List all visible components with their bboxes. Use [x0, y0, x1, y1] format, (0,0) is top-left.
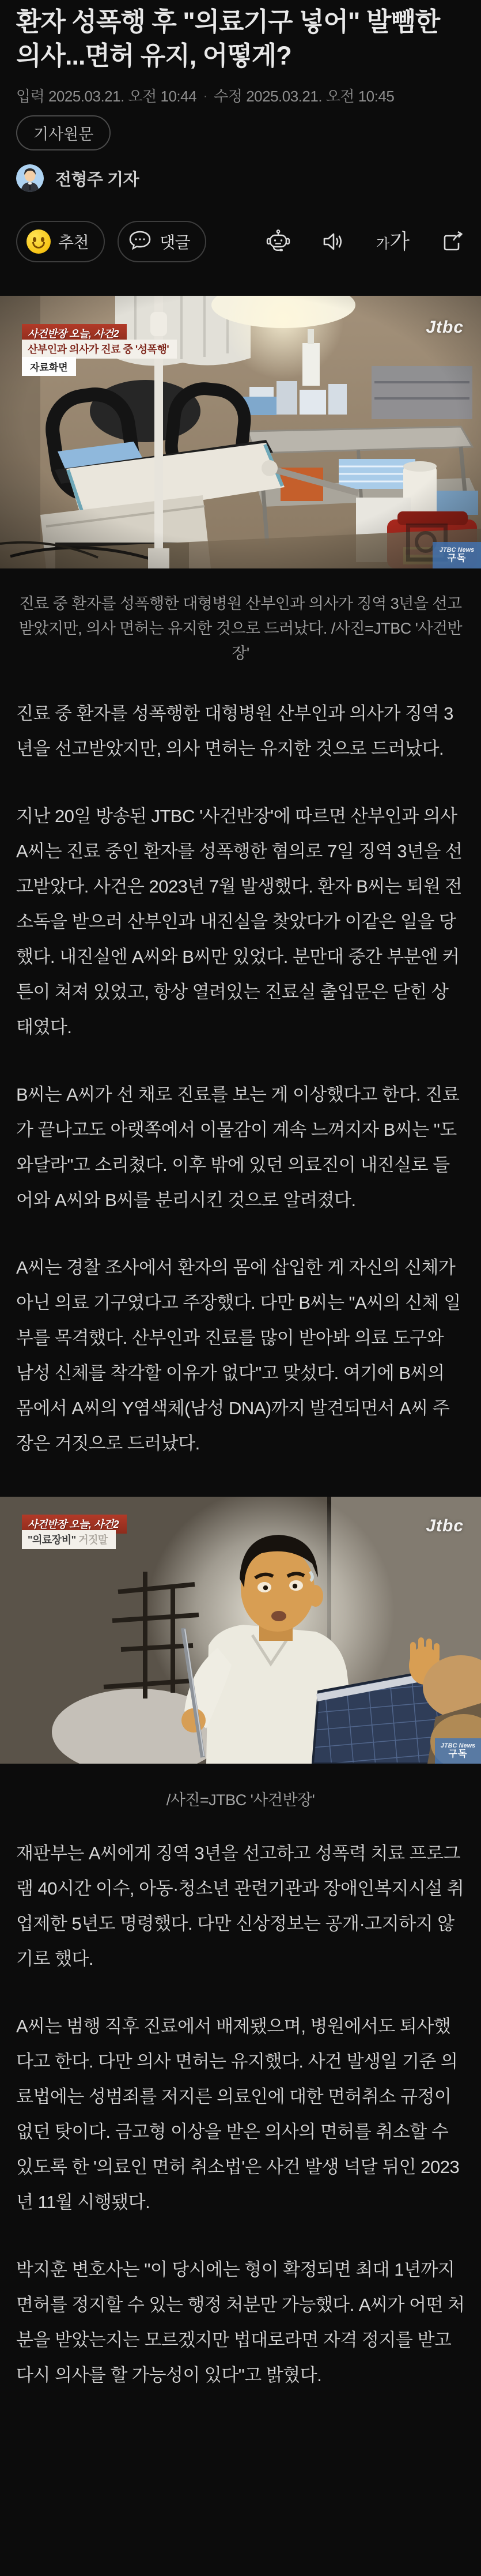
banner-strong-text: "의료장비" — [28, 1534, 76, 1546]
article-paragraph: 재판부는 A씨에게 징역 3년을 선고하고 성폭력 치료 프로그램 40시간 이수, 아동·청소년 관련기관과 장애인복지시설 취업제한 5년도 명령했다. 다만 신상정보는 공개·고지하지 않기로 했다. — [16, 1843, 464, 1969]
stock-footage-tag: 자료화면 — [22, 357, 76, 376]
subscribe-badge[interactable] — [435, 1738, 481, 1764]
broadcast-banner-program: 사건반장 오늘, 사건2 — [22, 1515, 127, 1534]
smiley-icon — [26, 229, 51, 254]
comment-label: 댓글 — [160, 234, 191, 251]
article-paragraph: 박지훈 변호사는 "이 당시에는 형이 확정되면 최대 1년까지 면허를 정지할 수 있는 행정 처분만 가능했다. A씨가 어떤 처분을 받았는지는 모르겠지만 법대로라면 자격 정지를 받고 다시 의사를 할 가능성이 있다"고 밝혔다. — [16, 2259, 465, 2385]
jtbc-logo: Jtbc — [426, 318, 464, 337]
page-title: 환자 성폭행 후 "의료기구 넣어" 발뺌한 의사...면허 유지, 어떻게? — [16, 7, 440, 70]
ai-summary-bot-icon[interactable] — [266, 229, 291, 254]
image-caption: 진료 중 환자를 성폭행한 대형병원 산부인과 의사가 징역 3년을 선고받았지만, 의사 면허는 유지한 것으로 드러났다. /사진=JTBC '사건반장' — [18, 595, 463, 662]
jtbc-logo: Jtbc — [426, 1516, 464, 1535]
article-body — [0, 696, 481, 1461]
published-time: 입력 2025.03.21. 오전 10:44 — [16, 88, 197, 105]
original-article-button[interactable]: 기사원문 — [16, 115, 111, 150]
subscribe-badge[interactable] — [433, 542, 481, 568]
broadcast-banner-headline: 산부인과 의사가 진료 중 '성폭행' — [22, 340, 177, 359]
utility-icons — [266, 229, 465, 254]
like-label: 추천 — [58, 234, 89, 251]
font-size-icon[interactable]: 가 가 — [376, 229, 410, 253]
action-bar — [16, 221, 465, 262]
like-button[interactable] — [16, 221, 105, 262]
subscribe-label: 구독 — [447, 553, 467, 564]
meta-separator: · — [203, 90, 207, 103]
reporter-avatar[interactable] — [16, 164, 44, 192]
text-to-speech-icon[interactable] — [321, 229, 346, 254]
reporter-name: 전형주 기자 — [55, 170, 139, 189]
banner-fade-text: 거짓말 — [75, 1534, 108, 1546]
broadcast-banner-headline — [22, 1530, 116, 1549]
image-caption: /사진=JTBC '사건반장' — [166, 1791, 315, 1809]
subscribe-label: 구독 — [448, 1749, 468, 1760]
article-paragraph: 지난 20일 방송된 JTBC '사건반장'에 따르면 산부인과 의사 A씨는 진료 중인 환자를 성폭행한 혐의로 7일 징역 3년을 선고받았다. 사건은 2023년 7월 발생했다. 환자 B씨는 퇴원 전 소독을 받으러 산부인과 내진실을 찾았다가 이같은 일을 당했다. 내진실엔 A씨와 B씨만 있었다. 분만대 중간 부분엔 커튼이 쳐져 있었고, 항상 열려있는 진료실 출입문은 닫힌 상태였다. — [16, 806, 463, 1037]
article-image-hospital-room[interactable] — [0, 296, 481, 568]
share-icon[interactable] — [440, 229, 465, 254]
article-meta — [16, 86, 465, 106]
modified-time: 수정 2025.03.21. 오전 10:45 — [214, 88, 395, 105]
article-body — [0, 1836, 481, 2393]
comment-bubble-icon — [128, 228, 152, 256]
article-paragraph: 진료 중 환자를 성폭행한 대형병원 산부인과 의사가 징역 3년을 선고받았지만, 의사 면허는 유지한 것으로 드러났다. — [16, 703, 453, 759]
subscribe-channel: JTBC News — [440, 1742, 476, 1750]
subscribe-channel: JTBC News — [439, 547, 475, 554]
article-paragraph: B씨는 A씨가 선 채로 진료를 보는 게 이상했다고 한다. 진료가 끝나고도 아랫쪽에서 이물감이 계속 느껴지자 B씨는 "도와달라"고 소리쳤다. 이후 밖에 있던 의료진이 내진실로 들어와 A씨와 B씨를 분리시킨 것으로 알려졌다. — [16, 1084, 460, 1210]
reporter-row[interactable] — [16, 164, 465, 192]
article-paragraph: A씨는 경찰 조사에서 환자의 몸에 삽입한 게 자신의 신체가 아닌 의료 기구였다고 주장했다. 다만 B씨는 "A씨의 신체 일부를 목격했다. 산부인과 진료를 많이 받아봐 의료 도구와 남성 신체를 착각할 이유가 없다"고 맞섰다. 여기에 B씨의 몸에서 A씨의 Y염색체(남성 DNA)까지 발견되면서 A씨 주장은 거짓으로 드러났다. — [16, 1257, 461, 1453]
comment-button[interactable] — [118, 221, 206, 262]
article-image-cartoon[interactable] — [0, 1497, 481, 1764]
broadcast-banner-program: 사건반장 오늘, 사건2 — [22, 324, 127, 343]
article-paragraph: A씨는 범행 직후 진료에서 배제됐으며, 병원에서도 퇴사했다고 한다. 다만 의사 면허는 유지했다. 사건 발생일 기준 의료법에는 성범죄를 저지른 의료인에 대한 면허취소 규정이 없던 탓이다. 금고형 이상을 받은 의사의 면허를 취소할 수 있도록 한 '의료인 면허 취소법'은 사건 발생 넉달 뒤인 2023년 11월 시행됐다. — [16, 2016, 460, 2212]
